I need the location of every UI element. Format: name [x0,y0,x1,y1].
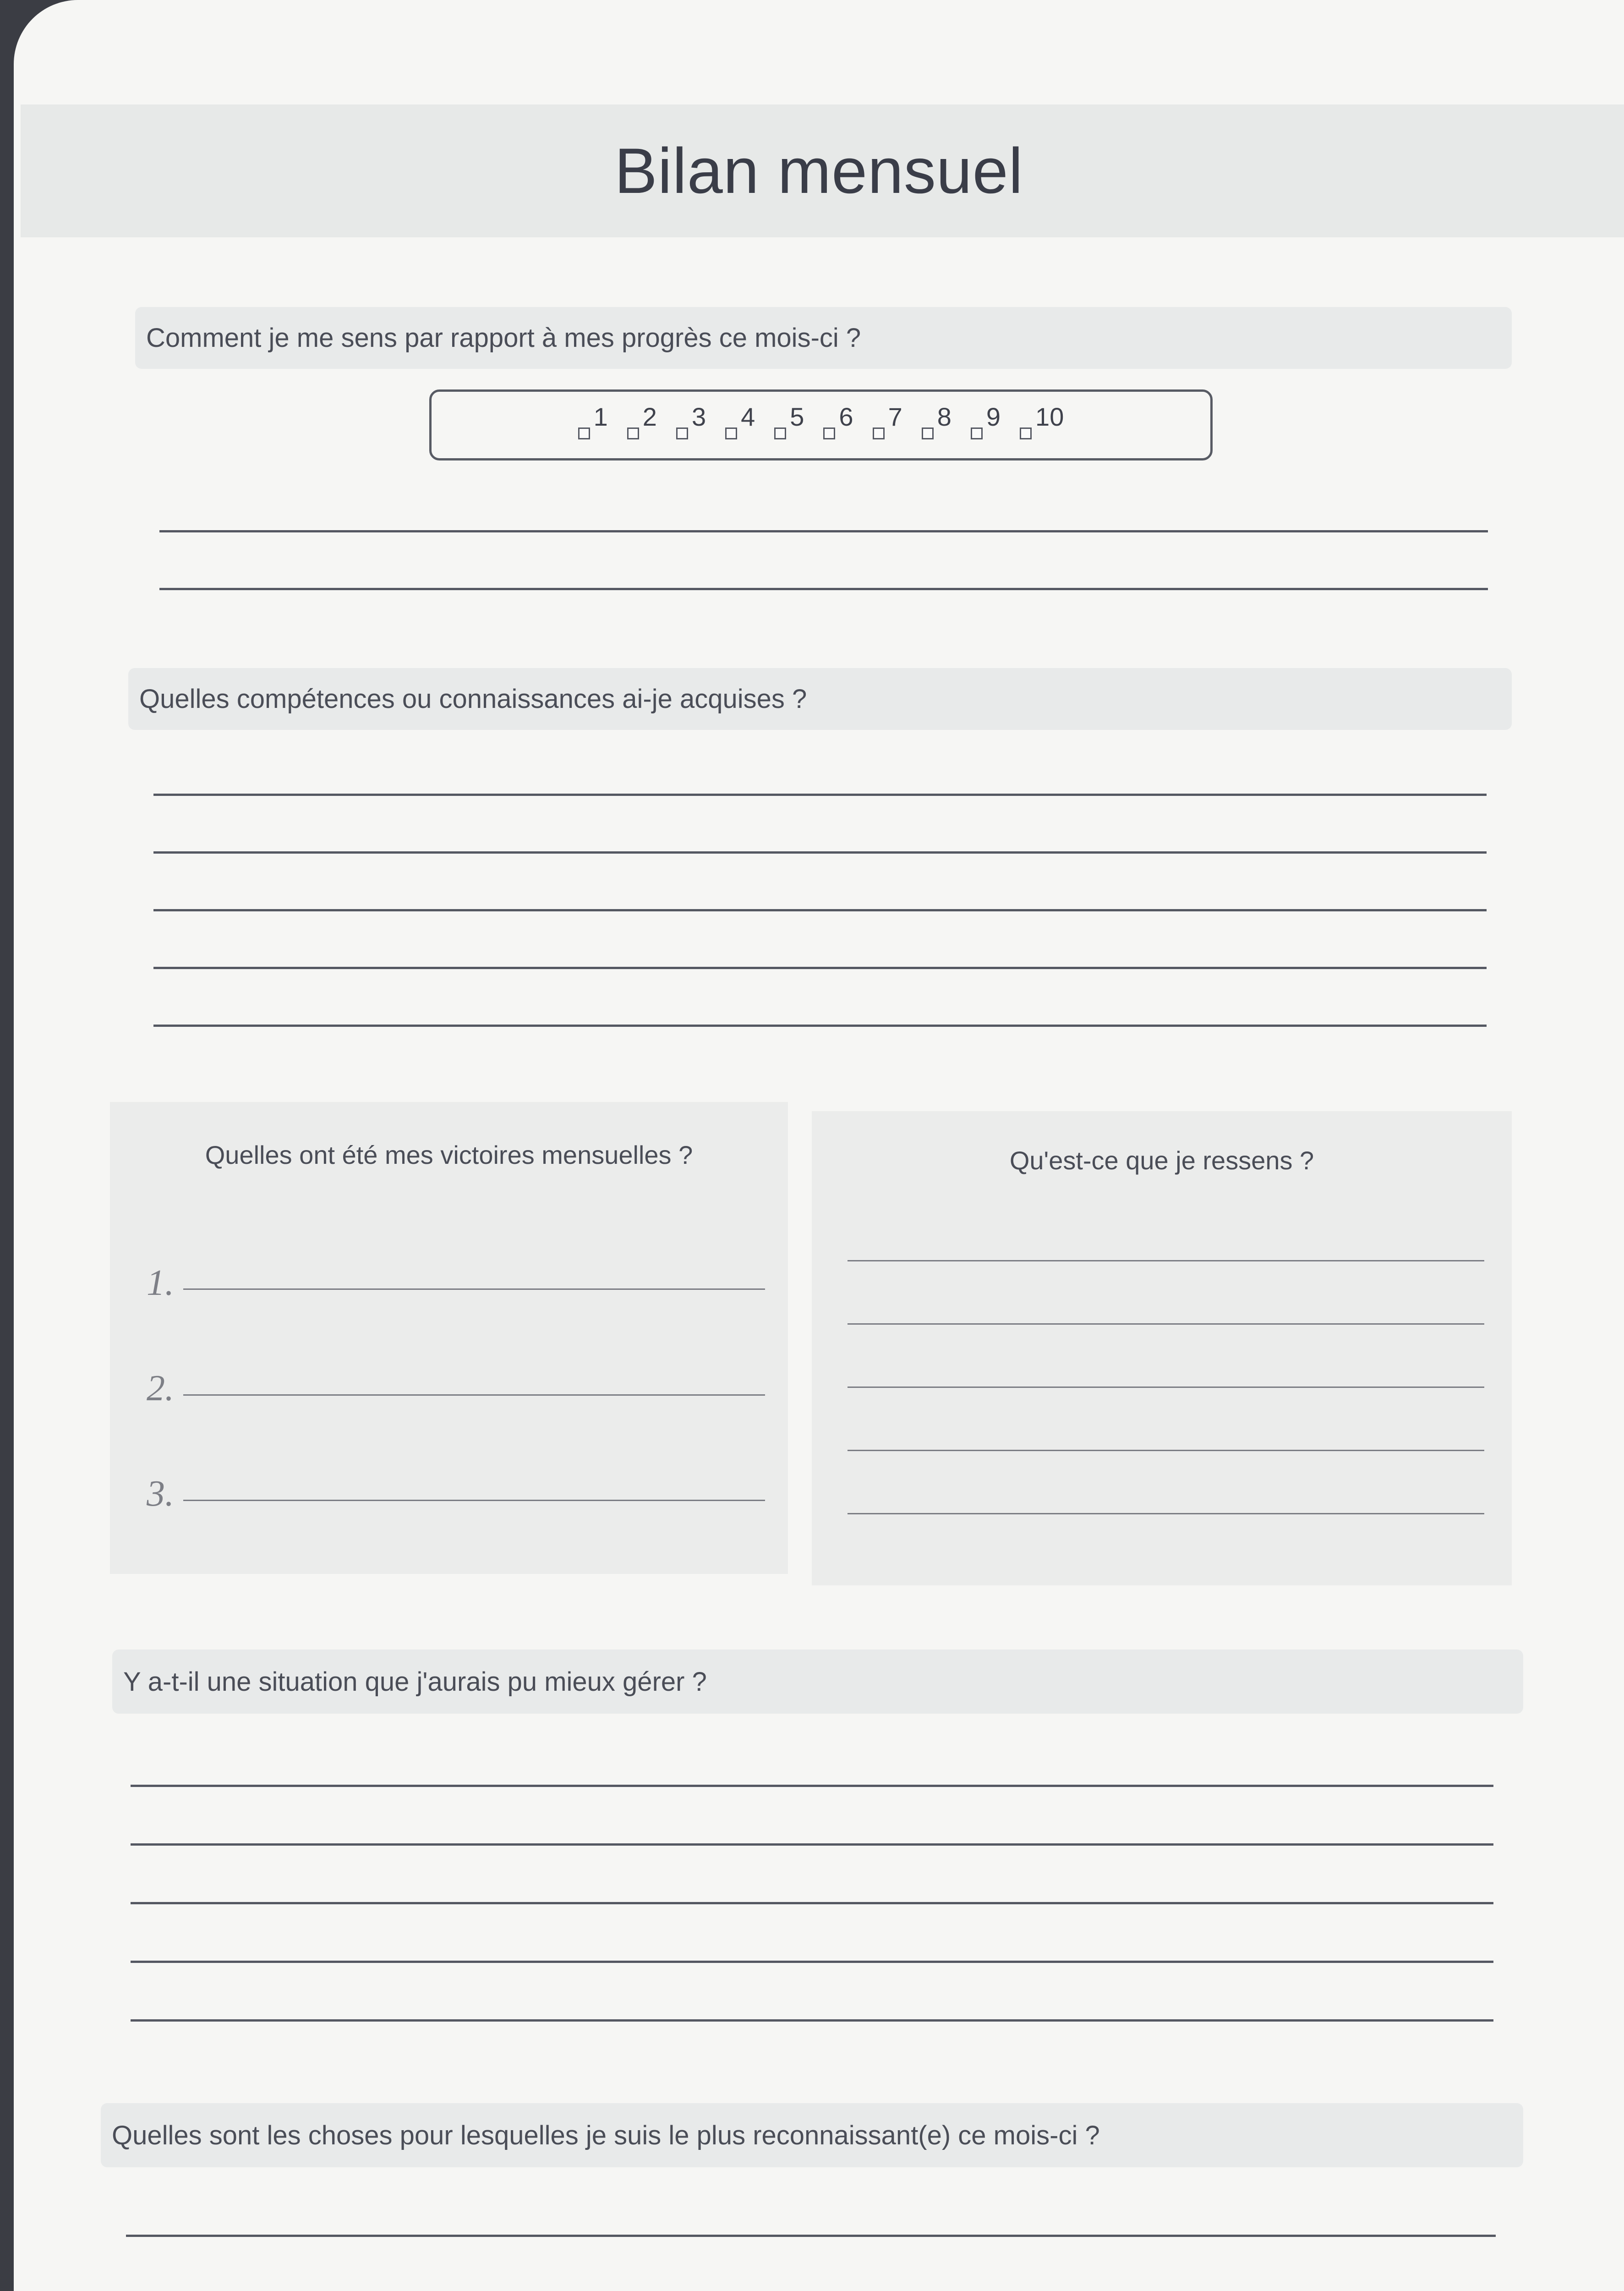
feelings-line[interactable] [848,1513,1484,1514]
writing-line[interactable] [159,530,1488,532]
rating-option-2[interactable]: 2 [627,402,657,439]
checkbox[interactable] [774,428,786,439]
feelings-line[interactable] [848,1260,1484,1261]
writing-line[interactable] [131,2019,1493,2022]
checkbox[interactable] [823,428,835,439]
checkbox[interactable] [676,428,688,439]
question-label: Comment je me sens par rapport à mes progrès ce mois-ci ? [146,323,861,353]
question-gratitude [101,2103,1523,2167]
victory-number-1: 1. [147,1263,174,1303]
rating-option-9[interactable]: 9 [971,402,1001,439]
writing-line[interactable] [131,1961,1493,1963]
checkbox[interactable] [627,428,639,439]
rating-option-6[interactable]: 6 [823,402,853,439]
question-label: Quelles sont les choses pour lesquelles je suis le plus reconnaissant(e) ce mois-ci ? [112,2120,1100,2150]
rating-option-1[interactable]: 1 [578,402,608,439]
question-label: Y a-t-il une situation que j'aurais pu mieux gérer ? [123,1666,707,1697]
page-title: Bilan mensuel [614,135,1023,207]
victory-number-2: 2. [147,1368,174,1409]
checkbox[interactable] [725,428,737,439]
writing-line[interactable] [126,2235,1496,2237]
rating-option-10[interactable]: 10 [1020,402,1064,439]
checkbox[interactable] [578,428,590,439]
writing-line[interactable] [153,794,1487,796]
rating-option-7[interactable]: 7 [873,402,902,439]
victories-panel [110,1102,788,1574]
victory-number-3: 3. [147,1474,174,1514]
question-progress-feeling [135,307,1512,369]
rating-scale [429,389,1213,460]
question-situation-better [112,1650,1523,1714]
writing-line[interactable] [159,588,1488,590]
feelings-line[interactable] [848,1387,1484,1388]
feelings-line[interactable] [848,1450,1484,1451]
rating-option-5[interactable]: 5 [774,402,804,439]
checkbox[interactable] [873,428,885,439]
writing-line[interactable] [153,909,1487,911]
feelings-line[interactable] [848,1323,1484,1325]
writing-line[interactable] [153,967,1487,969]
writing-line[interactable] [131,1843,1493,1846]
victory-line-1[interactable] [183,1288,765,1290]
question-skills-acquired [128,668,1512,730]
writing-line[interactable] [153,1025,1487,1027]
victory-line-3[interactable] [183,1500,765,1501]
victory-line-2[interactable] [183,1394,765,1396]
checkbox[interactable] [922,428,934,439]
victories-question: Quelles ont été mes victoires mensuelles ? [205,1140,693,1169]
rating-option-3[interactable]: 3 [676,402,706,439]
rating-option-8[interactable]: 8 [922,402,951,439]
feelings-question: Qu'est-ce que je ressens ? [1009,1146,1314,1175]
writing-line[interactable] [153,851,1487,854]
rating-option-4[interactable]: 4 [725,402,755,439]
writing-line[interactable] [131,1785,1493,1787]
checkbox[interactable] [971,428,983,439]
writing-line[interactable] [131,1902,1493,1904]
question-label: Quelles compétences ou connaissances ai-je acquises ? [139,684,807,714]
journal-page [14,0,1624,2291]
checkbox[interactable] [1020,428,1032,439]
